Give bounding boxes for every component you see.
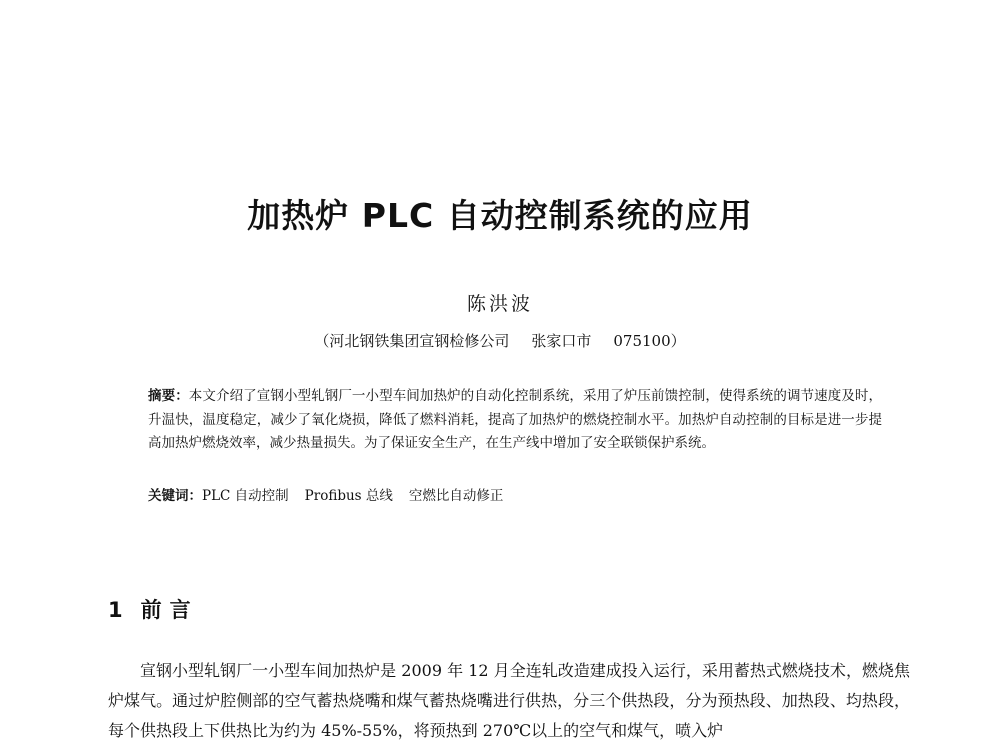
body-paragraph: 宣钢小型轧钢厂一小型车间加热炉是 2009 年 12 月全连轧改造建成投入运行，采用蓄热式燃烧技术，燃烧焦炉煤气。通过炉腔侧部的空气蓄热烧嘴和煤气蓄热烧嘴进行供热，分三个供热段，分为预热段、加热段、均热段，每个供热段上下供热比为约为 45%-55%，将预热到 270℃以上的空气和煤气，喷入炉 bbox=[108, 661, 910, 740]
abstract-text: 本文介绍了宣钢小型轧钢厂一小型车间加热炉的自动化控制系统，采用了炉压前馈控制，使得系统的调节速度及时，升温快，温度稳定，减少了氧化烧损，降低了燃料消耗，提高了加热炉的燃烧控制水平。加热炉自动控制的目标是进一步提高加热炉燃烧效率，减少热量损失。为了保证安全生产，在生产线中增加了安全联锁保护系统。 bbox=[148, 388, 883, 451]
author-name: 陈洪波 bbox=[466, 293, 533, 315]
affiliation-open-paren: （ bbox=[314, 332, 330, 350]
keywords-label: 关键词： bbox=[148, 488, 202, 504]
affiliation-city: 张家口市 bbox=[531, 332, 592, 350]
section-title: 前言 bbox=[140, 598, 199, 622]
keyword: Profibus 总线 bbox=[304, 488, 393, 504]
author-affiliation bbox=[0, 330, 1000, 351]
section-number: 1 bbox=[108, 598, 123, 622]
abstract-label: 摘要： bbox=[148, 388, 189, 404]
affiliation-organization: 河北钢铁集团宣钢检修公司 bbox=[329, 332, 510, 350]
section-heading bbox=[108, 594, 199, 624]
paper-title: 加热炉 PLC 自动控制系统的应用 bbox=[247, 196, 753, 235]
affiliation-postcode: 075100 bbox=[613, 332, 671, 350]
abstract bbox=[148, 385, 882, 456]
keyword: PLC 自动控制 bbox=[202, 488, 289, 504]
keywords bbox=[148, 485, 882, 508]
keyword: 空燃比自动修正 bbox=[408, 488, 504, 504]
affiliation-close-paren: ） bbox=[670, 332, 686, 350]
